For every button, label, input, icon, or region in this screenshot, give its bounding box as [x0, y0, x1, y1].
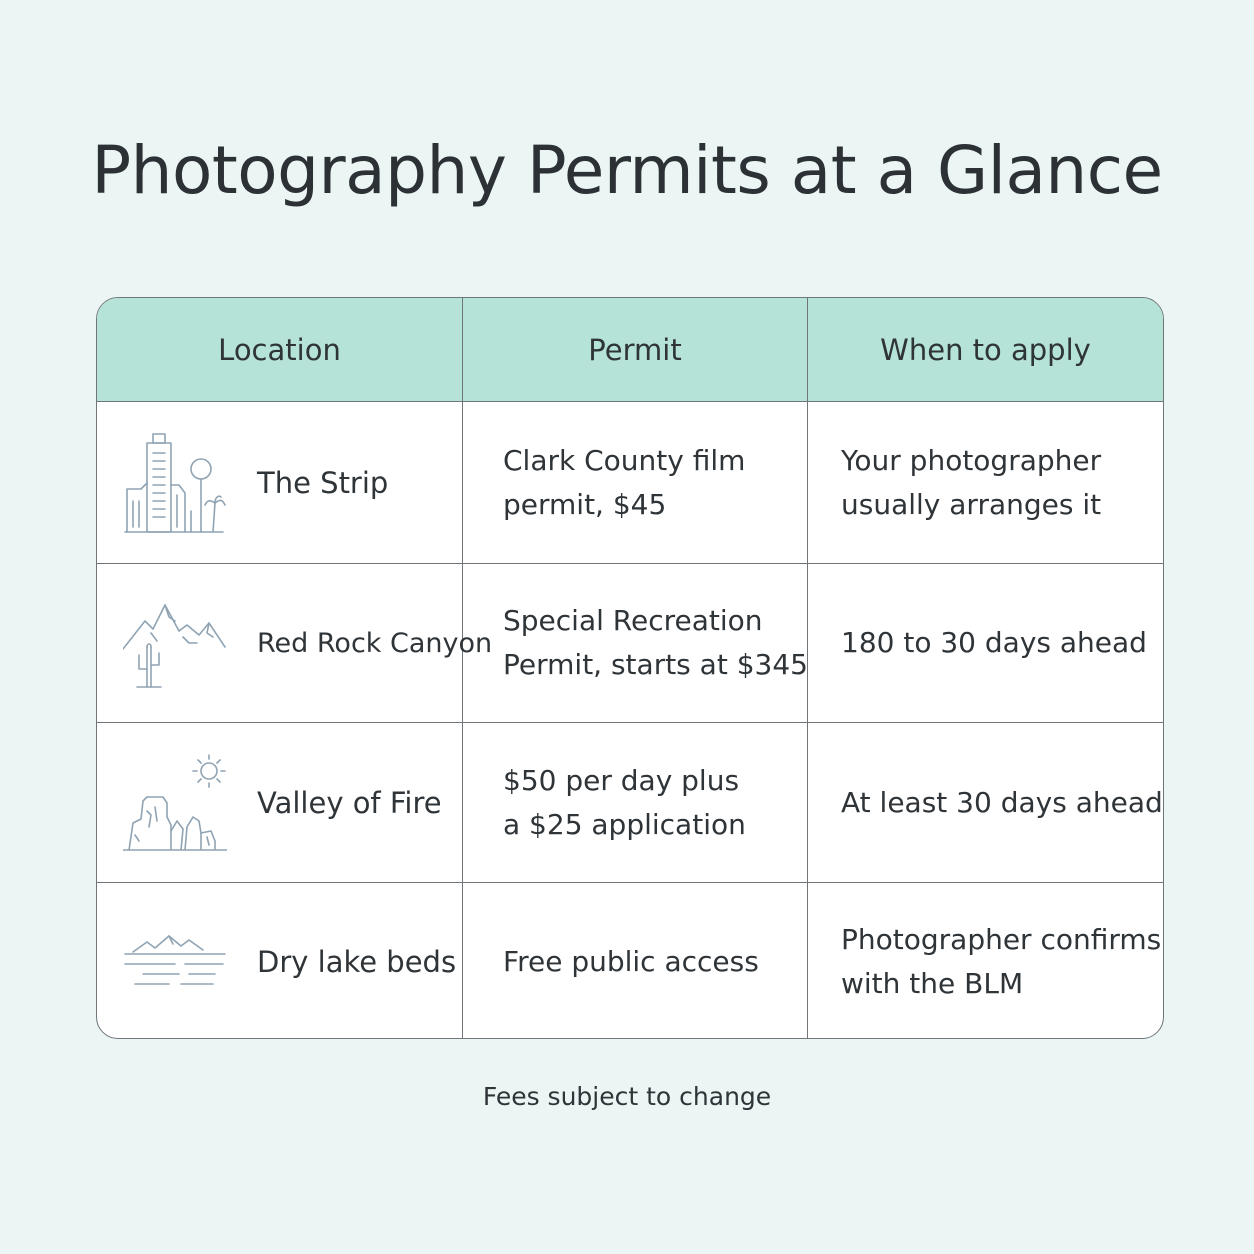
- when-line: usually arranges it: [841, 487, 1102, 521]
- permit-cell: [463, 564, 808, 722]
- permit-line: $50 per day plus: [503, 763, 740, 797]
- table-row: [97, 723, 1163, 883]
- permit-line: a $25 application: [503, 807, 746, 841]
- permit-line: Clark County film: [503, 443, 746, 477]
- permit-line: permit, $45: [503, 487, 667, 521]
- footnote: Fees subject to change: [482, 1082, 772, 1111]
- location-cell: [97, 883, 463, 1039]
- table-row: [97, 564, 1163, 723]
- permits-table: [96, 297, 1164, 1039]
- rock-formation-sun-icon: [123, 751, 227, 855]
- table-row: [97, 402, 1163, 564]
- mountain-cactus-icon: [123, 591, 227, 695]
- permit-line: Free public access: [503, 944, 759, 978]
- city-skyline-icon: [123, 431, 227, 535]
- permit-cell: [463, 723, 808, 882]
- when-cell: [808, 883, 1163, 1039]
- dry-lake-bed-icon: [123, 910, 227, 1014]
- table-row: [97, 883, 1163, 1039]
- when-cell: [808, 723, 1163, 882]
- when-cell: [808, 402, 1163, 563]
- location-label: The Strip: [257, 465, 389, 500]
- header-when-to-apply: When to apply: [880, 332, 1091, 367]
- permit-cell: [463, 402, 808, 563]
- when-line: Your photographer: [841, 443, 1102, 477]
- when-line: Photographer confirms: [841, 922, 1162, 956]
- location-label: Red Rock Canyon: [257, 627, 493, 659]
- when-line: with the BLM: [841, 966, 1024, 1000]
- permit-line: Special Recreation: [503, 604, 763, 637]
- header-permit: Permit: [463, 298, 808, 401]
- when-line: 180 to 30 days ahead: [841, 626, 1147, 659]
- header-location: Location: [97, 298, 463, 401]
- when-cell: [808, 564, 1163, 722]
- page-title: Photography Permits at a Glance: [91, 132, 1163, 209]
- permit-line: Permit, starts at $345: [503, 648, 808, 681]
- when-line: At least 30 days ahead: [841, 785, 1163, 819]
- table-header-row: [97, 298, 1163, 402]
- location-cell: [97, 402, 463, 563]
- permit-cell: [463, 883, 808, 1039]
- location-label: Valley of Fire: [257, 785, 442, 820]
- location-label: Dry lake beds: [257, 944, 457, 979]
- location-cell: [97, 564, 493, 722]
- location-cell: [97, 723, 463, 882]
